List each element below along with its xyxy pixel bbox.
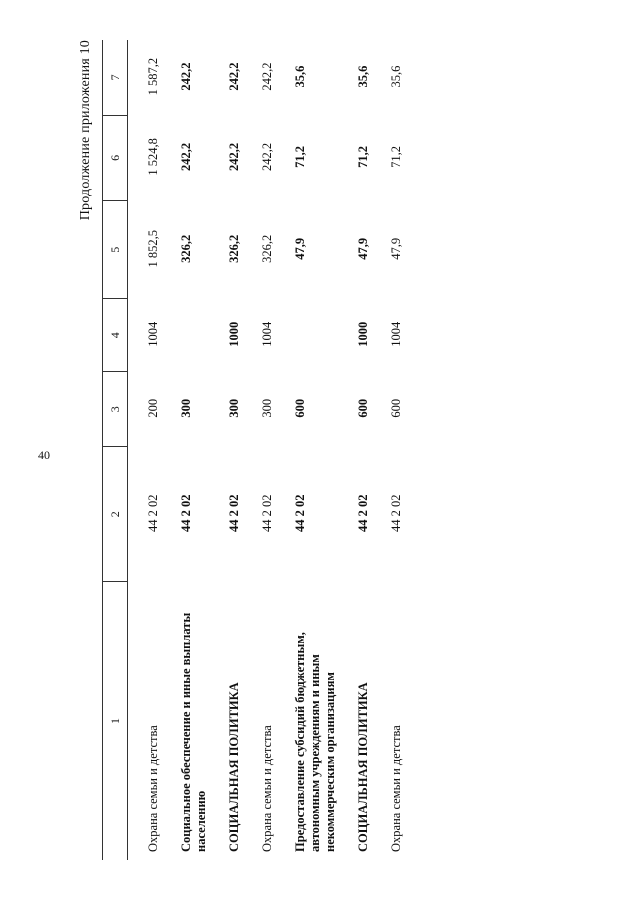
table-row	[371, 40, 404, 860]
cell-value-7: 242,2	[179, 62, 193, 91]
cell-value-6: 71,2	[293, 145, 307, 168]
cell-description: Охрана семьи и детства	[389, 725, 403, 852]
cell-description: Предоставление субсидий бюджетным, автономным учреждениям и иным некоммерческим организациям	[293, 632, 337, 852]
cell-description: СОЦИАЛЬНАЯ ПОЛИТИКА	[356, 682, 370, 852]
cell-value-6: 1 524,8	[146, 138, 160, 176]
cell-type: 600	[356, 398, 370, 418]
cell-value-7: 35,6	[293, 65, 307, 88]
cell-type: 600	[293, 398, 307, 418]
column-header-3: 3	[103, 371, 128, 446]
cell-value-5: 47,9	[356, 237, 370, 260]
cell-value-7: 35,6	[356, 65, 370, 88]
cell-type: 600	[389, 398, 403, 418]
cell-code: 44 2 02	[356, 494, 370, 533]
cell-value-6: 242,2	[179, 142, 193, 171]
cell-section: 1000	[227, 321, 241, 347]
cell-value-6: 242,2	[227, 142, 241, 171]
cell-description: Социальное обеспечение и иные выплаты населению	[179, 612, 208, 852]
cell-description: Охрана семьи и детства	[260, 725, 274, 852]
cell-value-5: 326,2	[227, 234, 241, 263]
cell-value-5: 47,9	[389, 237, 403, 260]
cell-type: 300	[260, 398, 274, 418]
table-row	[128, 40, 162, 860]
column-header-2: 2	[103, 447, 128, 582]
column-header-5: 5	[103, 201, 128, 299]
cell-description: СОЦИАЛЬНАЯ ПОЛИТИКА	[227, 682, 241, 852]
cell-value-6: 71,2	[356, 145, 370, 168]
cell-code: 44 2 02	[179, 494, 193, 533]
cell-code: 44 2 02	[146, 494, 160, 533]
cell-value-5: 326,2	[260, 234, 274, 263]
table-header-row	[103, 40, 128, 860]
cell-section: 1004	[260, 321, 274, 347]
table-row	[161, 40, 209, 860]
column-header-4: 4	[103, 299, 128, 372]
column-header-1: 1	[103, 582, 128, 860]
table-row	[338, 40, 371, 860]
column-header-7: 7	[103, 40, 128, 115]
cell-code: 44 2 02	[293, 494, 307, 533]
cell-value-7: 242,2	[227, 62, 241, 91]
cell-section	[161, 299, 209, 372]
rotated-page-content	[60, 20, 620, 880]
cell-section: 1004	[146, 321, 160, 347]
cell-description: Охрана семьи и детства	[146, 725, 160, 852]
cell-value-7: 1 587,2	[146, 57, 160, 96]
cell-type: 300	[227, 398, 241, 418]
cell-value-5: 47,9	[293, 237, 307, 260]
cell-type: 200	[146, 398, 160, 418]
budget-table	[102, 40, 404, 860]
cell-code: 44 2 02	[227, 494, 241, 533]
page-number: 40	[38, 448, 50, 462]
cell-section	[275, 299, 338, 372]
cell-value-6: 71,2	[389, 145, 403, 168]
appendix-continuation-note: Продолжение приложения 10	[78, 40, 93, 221]
cell-value-5: 326,2	[179, 234, 193, 263]
cell-section: 1004	[389, 321, 403, 347]
table-row	[209, 40, 242, 860]
cell-code: 44 2 02	[260, 494, 274, 533]
column-header-6: 6	[103, 115, 128, 200]
table-row	[275, 40, 338, 860]
cell-code: 44 2 02	[389, 494, 403, 533]
cell-value-6: 242,2	[260, 142, 274, 171]
cell-type: 300	[179, 398, 193, 418]
table-row	[242, 40, 275, 860]
cell-value-7: 242,2	[260, 62, 274, 91]
cell-section: 1000	[356, 321, 370, 347]
cell-value-7: 35,6	[389, 65, 403, 88]
cell-value-5: 1 852,5	[146, 230, 160, 268]
